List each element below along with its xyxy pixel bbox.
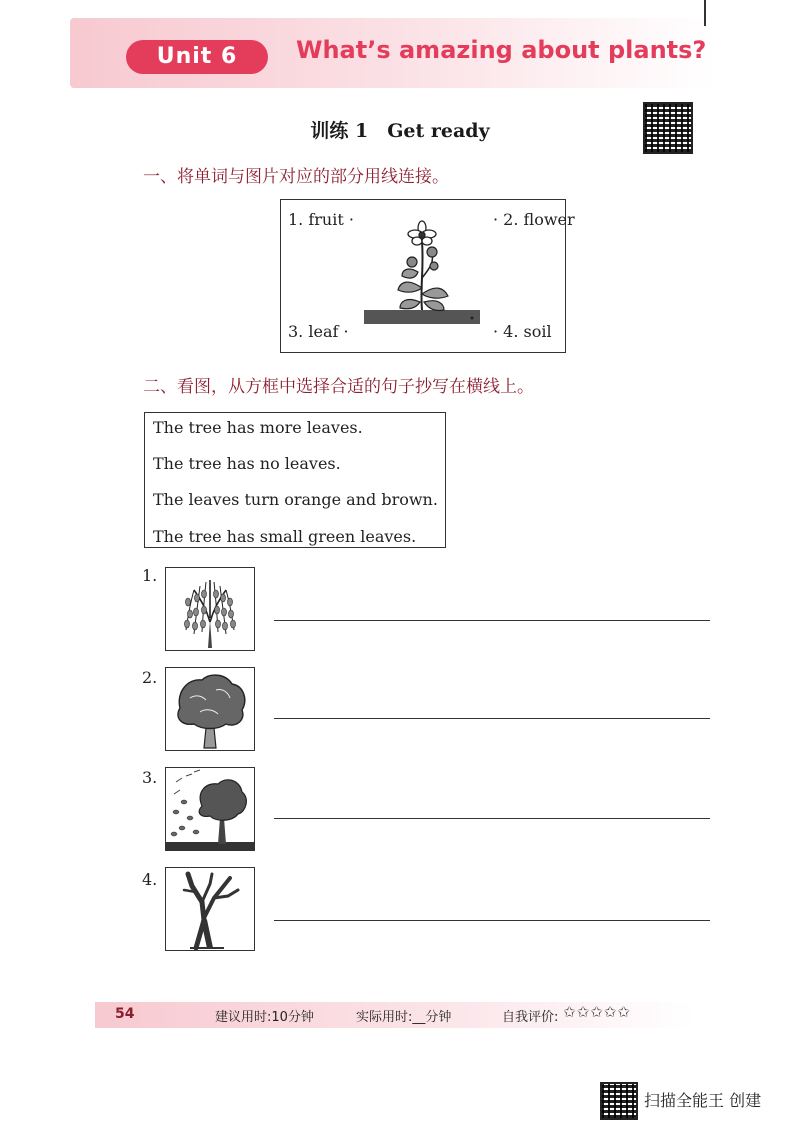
unit-label: Unit 6 — [126, 40, 268, 74]
rating-stars-icon[interactable]: ✩✩✩✩✩ — [563, 1003, 631, 1021]
item-picture-frame — [165, 767, 255, 851]
willow-tree-icon — [166, 568, 254, 650]
page-number: 54 — [115, 1006, 135, 1022]
item-number: 4. — [142, 870, 158, 889]
match-word-soil[interactable]: · 4. soil — [493, 322, 552, 341]
qr-code-icon[interactable] — [643, 102, 693, 154]
plant-soil-icon — [364, 310, 480, 324]
answer-line[interactable] — [274, 818, 710, 819]
match-word-leaf[interactable]: 3. leaf · — [288, 322, 349, 341]
plant-flower-icon — [408, 221, 436, 245]
corner-mark — [704, 0, 706, 26]
answer-line[interactable] — [274, 620, 710, 621]
sentence-option: The leaves turn orange and brown. — [153, 490, 438, 509]
item-number: 2. — [142, 668, 158, 687]
sentence-option: The tree has no leaves. — [153, 454, 341, 473]
actual-time: 实际用时:__分钟 — [356, 1010, 452, 1025]
item-number: 1. — [142, 566, 158, 585]
item-picture-frame — [165, 667, 255, 751]
sentence-option: The tree has small green leaves. — [153, 527, 417, 546]
section1-title: 一、将单词与图片对应的部分用线连接。 — [143, 167, 449, 187]
item-number: 3. — [142, 768, 158, 787]
leafy-tree-icon — [166, 668, 254, 750]
plant-illustration — [360, 218, 484, 328]
match-word-fruit[interactable]: 1. fruit · — [288, 210, 354, 229]
bare-tree-icon — [166, 868, 254, 950]
match-word-flower[interactable]: · 2. flower — [493, 210, 575, 229]
scanner-watermark-text: 扫描全能王 创建 — [644, 1091, 762, 1110]
section2-title: 二、看图，从方框中选择合适的句子抄写在横线上。 — [143, 377, 534, 397]
autumn-tree-icon — [166, 768, 254, 850]
self-evaluation-label: 自我评价: — [502, 1010, 559, 1025]
suggested-time: 建议用时:10分钟 — [215, 1010, 314, 1025]
item-picture-frame — [165, 567, 255, 651]
scanner-qr-icon — [600, 1082, 638, 1120]
sentence-option: The tree has more leaves. — [153, 418, 363, 437]
answer-line[interactable] — [274, 718, 710, 719]
lesson-title: 训练 1 Get ready — [310, 120, 490, 142]
answer-line[interactable] — [274, 920, 710, 921]
unit-title: What’s amazing about plants? — [296, 36, 707, 64]
item-picture-frame — [165, 867, 255, 951]
